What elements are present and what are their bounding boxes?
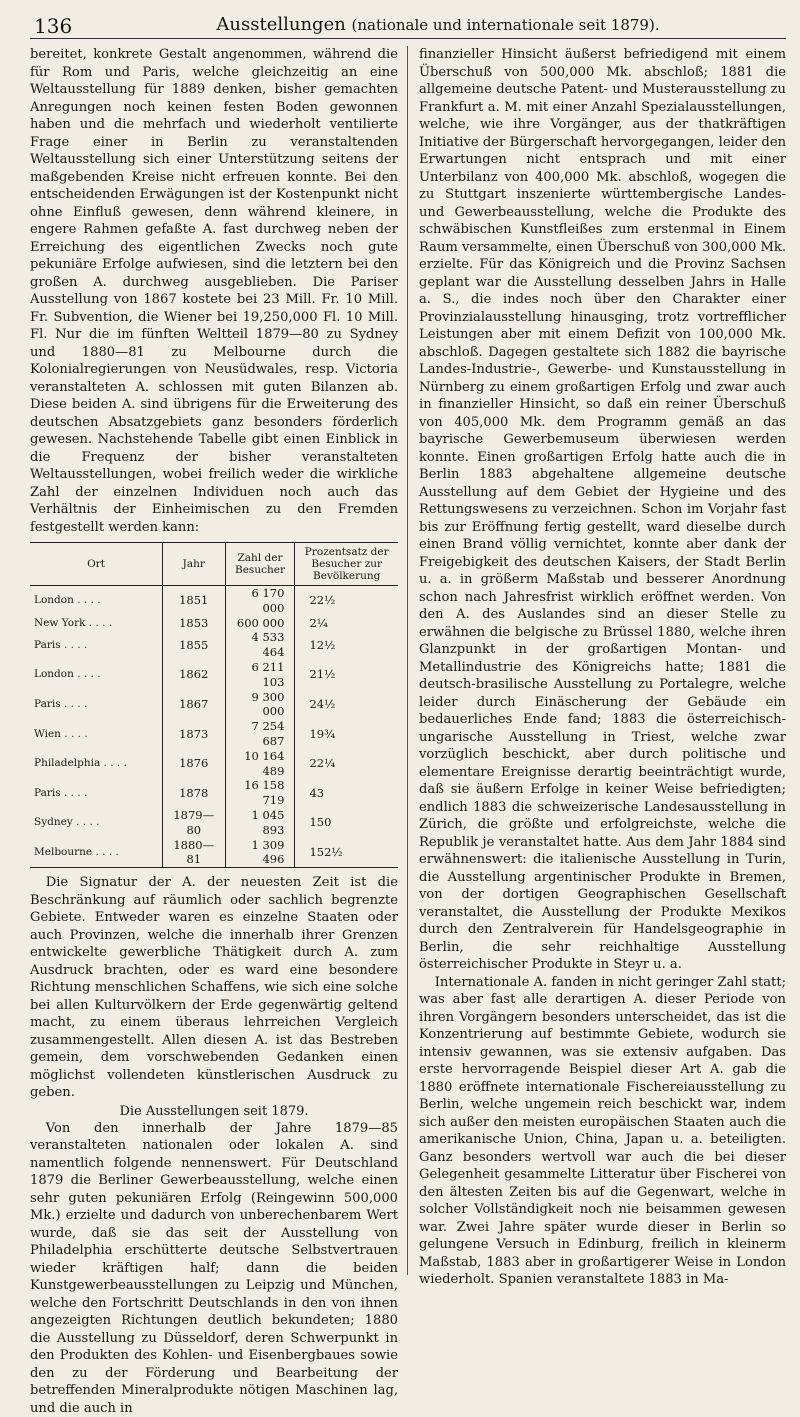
row-percent-value: 150 (309, 815, 332, 830)
row-percent (295, 749, 398, 779)
row-percent-value: 24½ (309, 696, 336, 711)
table-row (30, 660, 398, 690)
row-year-value: 1867 (179, 696, 209, 711)
row-year-value: 1880—81 (173, 837, 215, 867)
table-row (30, 616, 398, 631)
row-percent (295, 690, 398, 720)
col-header-visitors: Zahl der Besucher (225, 543, 295, 586)
row-visitors-value: 600 000 (236, 615, 285, 630)
row-year-value: 1851 (179, 593, 209, 608)
row-place (30, 808, 162, 838)
row-percent (295, 719, 398, 749)
row-place (30, 749, 162, 779)
row-year-value: 1879—80 (173, 807, 215, 837)
row-year (162, 808, 225, 838)
table-row (30, 586, 398, 616)
right-paragraph-1: finanzieller Hinsicht äußerst befriedigend mit einem Überschuß von 500,000 Mk. abschloß; 1881 die allgemeine deutsche Patent- und Musterausstellung zu Frankfurt a. M. mit einer Anzahl Spezialausstellungen, welche, wie ihre Vorgänger, aus der thatkräftigen Initiative der Bürgerschaft hervorgegangen, leider den Erwartungen nicht entsprach und mit einer Unterbilanz von 400,000 Mk. abschloß, wogegen die zu Stuttgart inszenierte württembergische Landes- und Gewerbeausstellung, welche die Produkte des schwäbischen Kunstfleißes zum erstenmal in Einem Raum versammelte, einen Überschuß von 300,000 Mk. erzielte. Für das Königreich und die Provinz Sachsen geplant war die Ausstellung desselben Jahrs in Halle a. S., die indes noch über den Charakter einer Provinzialausstellung hinausging, trotz vortrefflicher Leistungen aber mit einem Defizit von 100,000 Mk. abschloß. Dagegen gestaltete sich 1882 die bayrische Landes-Industrie-, Gewerbe- und Kunstausstellung in Nürnberg zu einem großartigen Erfolg und zwar auch in finanzieller Hinsicht, so daß ein reiner Überschuß von 405,000 Mk. dem Programm gemäß an das bayrische Gewerbemuseum überwiesen werden konnte. Einen großartigen Erfolg hatte auch die in Berlin 1883 abgehaltene allgemeine deutsche Ausstellung auf dem Gebiet der Hygieine und des Rettungswesens zu verzeichnen. Schon im Vorjahr fast bis zur Eröffnung fertig gestellt, ward dieselbe durch einen Brand völlig vernichtet, konnte aber dank der Freigebigkeit des deutschen Kaisers, der Stadt Berlin u. a. in größerm Maßstab und besserer Anordnung schon nach Jahresfrist wirklich eröffnet werden. Von den A. des Auslandes sind an dieser Stelle zu erwähnen die belgische zu Brüssel 1880, welche ihren Glanzpunkt in der großartigen Montan- und Metallindustrie des Königreichs hatte; 1881 die deutsch-brasilische Ausstellung zu Portalegre, welche leider durch Einäscherung der Gebäude ein bedauerliches Ende fand; 1883 die österreichisch-ungarische Ausstellung in Triest, welche zwar vorzüglich beschickt, aber durch politische und elementare Ereignisse derartig beeinträchtigt wurde, daß sie äußern Erfolge in keiner Weise befriedigten; endlich 1883 die schweizerische Landesausstellung in Zürich, die größte und erfolgreichste, welche die Republik je veranstaltet hatte. Aus dem Jahr 1884 sind erwähnenswert: die italienische Ausstellung in Turin, die Ausstellung argentinischer Produkte in Bremen, von der dortigen Geographischen Gesellschaft veranstaltet, die Ausstellung der Produkte Mexikos durch den Zentralverein für Handelsgeographie in Berlin, die sehr reichhaltige Ausstellung österreichischer Produkte in Steyr u. a. (419, 47, 786, 972)
section-heading: Die Ausstellungen seit 1879. (119, 1103, 309, 1119)
row-place-value: London (34, 594, 74, 607)
leader-dots: . . . . (73, 594, 101, 607)
page-header (30, 0, 786, 39)
row-year-value: 1862 (179, 667, 209, 682)
row-place-value: Philadelphia (34, 757, 101, 770)
row-place (30, 838, 162, 868)
row-visitors-value: 9 300 000 (251, 689, 285, 719)
leader-dots: . . . . (72, 816, 100, 829)
left-paragraph-3: Von den innerhalb der Jahre 1879—85 veranstalteten nationalen oder lokalen A. sind namentlich folgende nennenswert. Für Deutschland 1879 die Berliner Gewerbeausstellung, welche einen sehr guten pekuniären Erfolg (Reingewinn 500,000 Mk.) erzielte und dadurch von unberechenbarem Wert wurde, daß sie das seit der Ausstellung von Philadelphia erschütterte deutsche Selbstvertrauen wieder kräftigen half; dann die beiden Kunstgewerbeausstellungen zu Leipzig und München, welche den Fortschritt Deutschlands in den von ihnen angezeigten Richtungen deutlich bekundeten; 1880 die Ausstellung zu Düsseldorf, deren Schwerpunkt in den Produkten des Kohlen- und Eisenbergbaues sowie den zu der Förderung und Bearbeitung der betreffenden Mineralprodukte nötigen Maschinen lag, und die auch in (30, 1120, 398, 1416)
row-percent (295, 778, 398, 808)
row-year-value: 1853 (179, 615, 209, 630)
row-year (162, 719, 225, 749)
row-place (30, 719, 162, 749)
row-visitors (225, 749, 295, 779)
row-place (30, 660, 162, 690)
table-row (30, 630, 398, 660)
running-title-sub: (nationale und internationale seit 1879). (351, 16, 660, 34)
left-paragraph-2: Die Signatur der A. der neuesten Zeit ist die Beschränkung auf räumlich oder sachlich begrenzte Gebiete. Entweder waren es einzelne Staaten oder auch Provinzen, welche die innerhalb ihrer Grenzen entwickelte gewerbliche Thätigkeit durch A. zum Ausdruck brachten, oder es ward eine besondere Richtung menschlichen Schaffens, wie sich eine solche bei allen Kulturvölkern der Erde gegenwärtig geltend macht, zu einem überaus lehrreichen Vergleich zusammengestellt. Allen diesen A. ist das Bestreben gemein, dem vorschwebenden Gedanken einen möglichst vollendeten künstlerischen Ausdruck zu geben. (30, 875, 398, 1101)
running-title (30, 14, 786, 35)
row-visitors (225, 630, 295, 660)
leader-dots: . . . . (60, 638, 88, 651)
row-year (162, 660, 225, 690)
row-place-value: London (34, 668, 74, 681)
row-visitors (225, 719, 295, 749)
row-year (162, 586, 225, 616)
row-visitors-value: 16 158 719 (244, 778, 285, 808)
row-year (162, 838, 225, 868)
row-percent-value: 19¾ (309, 726, 336, 741)
table-row (30, 808, 398, 838)
row-place (30, 616, 162, 631)
row-year (162, 749, 225, 779)
row-year (162, 690, 225, 720)
leader-dots: . . . . (92, 845, 119, 858)
row-year (162, 616, 225, 631)
row-place-value: Sydney (34, 816, 73, 829)
row-place (30, 630, 162, 660)
row-place (30, 778, 162, 808)
right-column (408, 46, 786, 1287)
row-place (30, 690, 162, 720)
left-paragraph-1: bereitet, konkrete Gestalt angenommen, während die für Rom und Paris, welche gleichzeitig an eine Weltausstellung für 1889 denken, bisher gemachten Anregungen noch keinen festen Boden gewonnen haben und die mehrfach und wiederholt ventilierte Frage einer in Berlin zu veranstaltenden Weltausstellung sich einer Unterstützung seitens der maßgebenden Kreise nicht erfreuen konnte. Bei den entscheidenden Erwägungen ist der Kostenpunkt nicht ohne Einfluß gewesen, denn während kleinere, in engere Rahmen gefaßte A. fast durchweg neben der Erreichung des eigentlichen Zwecks noch gute pekuniäre Erfolge aufwiesen, sind die letztern bei den großen A. durchweg ausgeblieben. Die Pariser Ausstellung von 1867 kostete bei 23 Mill. Fr. 10 Mill. Fr. Subvention, die Wiener bei 19,250,000 Fl. 10 Mill. Fl. Nur die im fünften Weltteil 1879—80 zu Sydney und 1880—81 zu Melbourne durch die Kolonialregierungen von Neusüdwales, resp. Victoria veranstalteten A. schlossen mit guten Bilanzen ab. Diese beiden A. sind übrigens für die Erweiterung des deutschen Absatzgebiets ganz besonders förderlich gewesen. Nachstehende Tabelle gibt einen Einblick in die Frequenz der bisher veranstalteten Weltausstellungen, wobei freilich weder die wirkliche Zahl der einzelnen Individuen noch auch das Verhältnis der Einheimischen zu den Fremden festgestellt werden kann: (30, 47, 398, 535)
leader-dots: . . . . (60, 727, 88, 740)
row-place-value: Melbourne (34, 845, 93, 858)
row-year-value: 1876 (179, 756, 209, 771)
leader-dots: . . . . (100, 757, 127, 770)
row-percent-value: 22¼ (309, 756, 336, 771)
table-row (30, 838, 398, 868)
running-title-main: Ausstellungen (216, 14, 346, 35)
leader-dots: . . . . (73, 668, 101, 681)
row-visitors (225, 660, 295, 690)
row-place-value: Paris (34, 786, 61, 799)
row-visitors (225, 616, 295, 631)
row-percent (295, 808, 398, 838)
table-header-row (30, 543, 398, 586)
row-visitors (225, 838, 295, 868)
row-percent-value: 22½ (309, 593, 336, 608)
row-visitors-value: 4 533 464 (251, 630, 285, 660)
row-year-value: 1873 (179, 726, 209, 741)
row-visitors-value: 7 254 687 (251, 719, 285, 748)
row-percent (295, 660, 398, 690)
row-percent-value: 2¼ (309, 615, 328, 630)
row-percent (295, 586, 398, 616)
row-place-value: New York (34, 616, 86, 629)
table-row (30, 690, 398, 720)
col-header-percent: Prozentsatz der Besucher zur Bevölkerung (295, 543, 398, 586)
row-place-value: Paris (34, 638, 61, 651)
row-place-value: Wien (34, 727, 61, 740)
row-percent-value: 21½ (309, 667, 336, 682)
row-visitors-value: 6 170 000 (251, 586, 285, 615)
left-column (30, 46, 408, 1416)
row-percent-value: 43 (309, 785, 325, 800)
col-header-place: Ort (30, 543, 162, 586)
table-row (30, 749, 398, 779)
row-percent (295, 630, 398, 660)
row-percent-value: 12½ (309, 637, 336, 652)
row-percent (295, 616, 398, 631)
page-number: 136 (34, 14, 73, 38)
text-columns (30, 46, 786, 1416)
leader-dots: . . . . (60, 786, 88, 799)
table-body (30, 586, 398, 868)
row-place (30, 586, 162, 616)
table-row (30, 778, 398, 808)
row-visitors (225, 778, 295, 808)
row-visitors (225, 586, 295, 616)
row-percent-value: 152½ (309, 844, 343, 859)
table-row (30, 719, 398, 749)
visitor-statistics-table (30, 542, 398, 868)
row-visitors-value: 10 164 489 (244, 748, 285, 778)
row-place-value: Paris (34, 697, 61, 710)
row-year (162, 630, 225, 660)
row-visitors (225, 808, 295, 838)
right-paragraph-2: Internationale A. fanden in nicht geringer Zahl statt; was aber fast alle derartigen A. dieser Periode von ihren Vorgängern besonders unterscheidet, das ist die Konzentrierung auf bestimmte Gebiete, wodurch sie intensiv gewannen, was sie extensiv aufgaben. Das erste hervorragende Beispiel dieser Art A. gab die 1880 eröffnete internationale Fischereiausstellung zu Berlin, welche ungemein reich beschickt war, indem sich außer den meisten europäischen Staaten auch die amerikanische Union, China, Japan u. a. beteiligten. Ganz besonders wertvoll war auch die bei dieser Gelegenheit gesammelte Litteratur über Fischerei von den ältesten Zeiten bis auf die Gegenwart, welche in solcher Vollständigkeit noch nie beisammen gewesen war. Zwei Jahre später wurde dieser in Berlin so gelungene Versuch in Edinburg, freilich in kleinerm Maßstab, 1883 aber in großartigerer Weise in London wiederholt. Spanien veranstaltete 1883 in Ma- (419, 974, 786, 1287)
leader-dots: . . . . (85, 616, 113, 629)
row-visitors-value: 6 211 103 (251, 659, 285, 689)
row-year-value: 1855 (179, 637, 209, 652)
row-percent (295, 838, 398, 868)
row-visitors-value: 1 045 893 (251, 807, 285, 837)
row-visitors (225, 690, 295, 720)
row-year (162, 778, 225, 808)
row-year-value: 1878 (179, 785, 209, 800)
leader-dots: . . . . (60, 697, 88, 710)
row-visitors-value: 1 309 496 (251, 837, 285, 867)
col-header-year: Jahr (162, 543, 225, 586)
